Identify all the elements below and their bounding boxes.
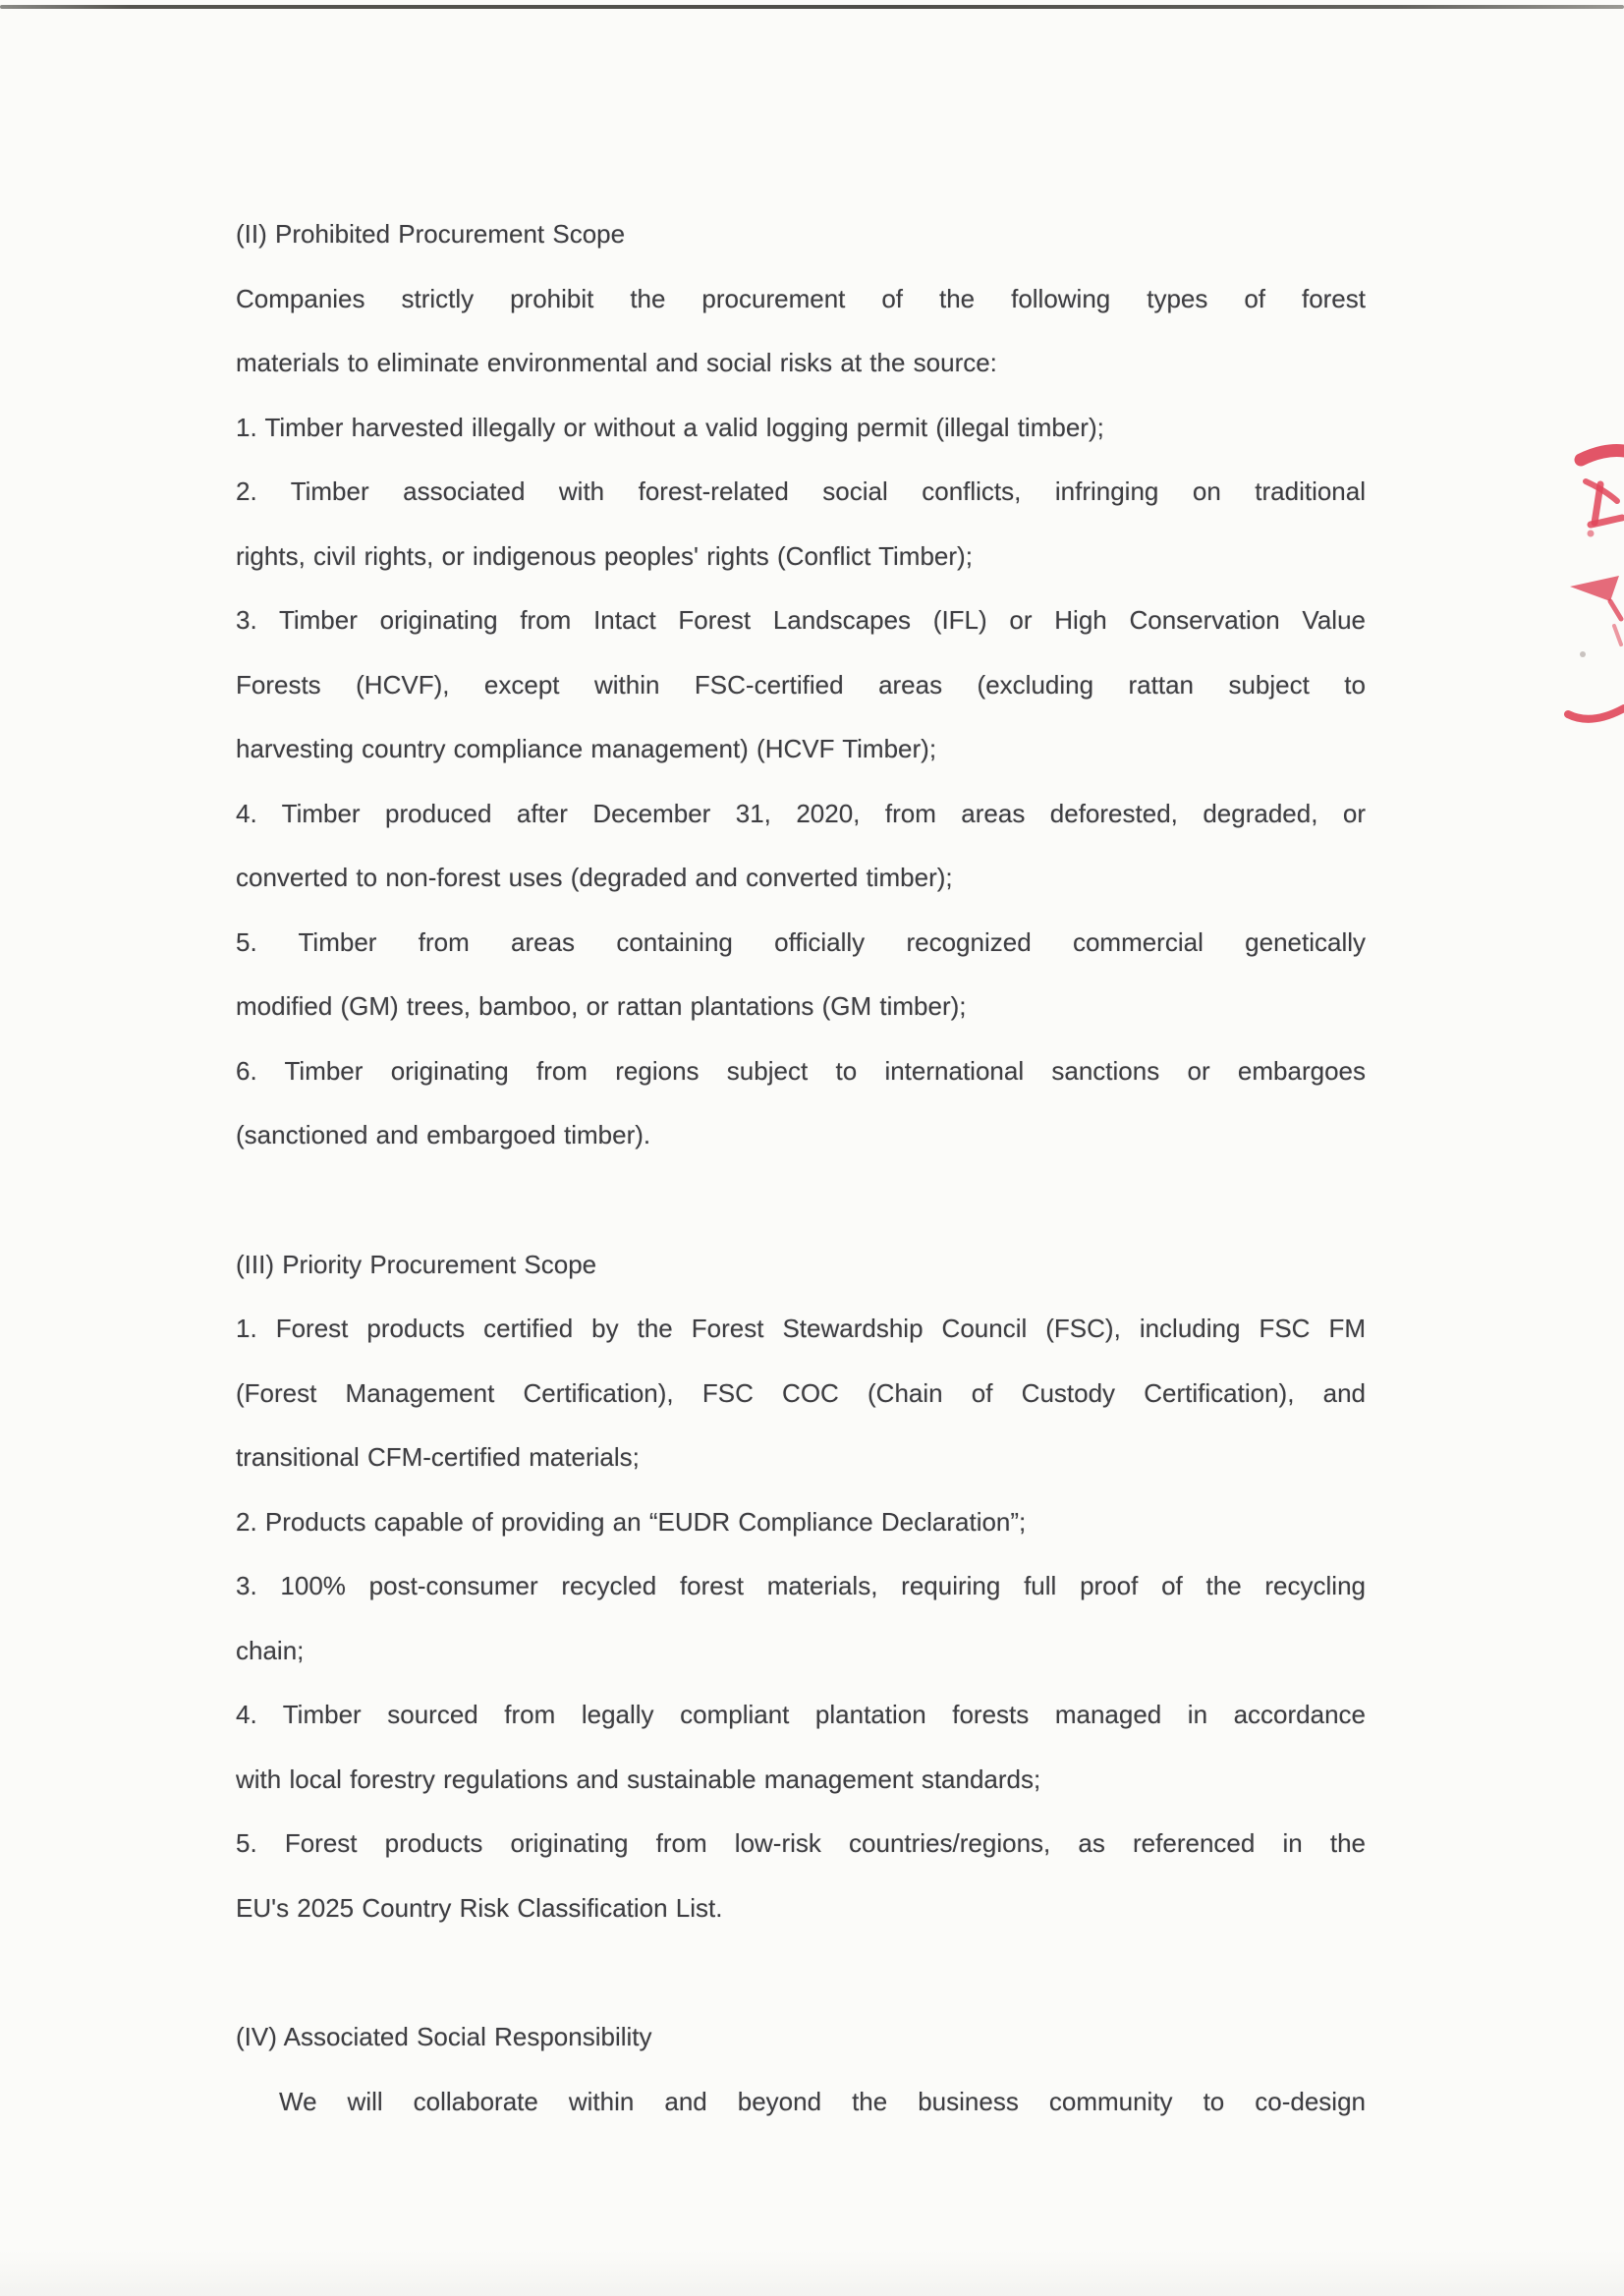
- section-heading: (IV) Associated Social Responsibility: [236, 2022, 652, 2051]
- text-line: Forests (HCVF), except within FSC-certified areas (excluding rattan subject to: [236, 669, 1366, 700]
- text-line: 3. 100% post-consumer recycled forest materials, requiring full proof of the recycling: [236, 1571, 1366, 1600]
- red-ink-stamp: [1516, 432, 1624, 737]
- text-line: modified (GM) trees, bamboo, or rattan plantations (GM timber);: [236, 991, 967, 1021]
- text-line: EU's 2025 Country Risk Classification List.: [236, 1892, 723, 1923]
- text-line: Companies strictly prohibit the procurement of the following types of forest: [236, 283, 1366, 313]
- text-line: transitional CFM-certified materials;: [236, 1442, 640, 1472]
- text-line: chain;: [236, 1635, 305, 1665]
- text-line: 1. Timber harvested illegally or without a valid logging permit (illegal timber);: [236, 412, 1104, 442]
- text-line: materials to eliminate environmental and social risks at the source:: [236, 348, 997, 377]
- document-section: [236, 2005, 1366, 2134]
- text-line: 1. Forest products certified by the Forest Stewardship Council (FSC), including FSC FM: [236, 1314, 1366, 1343]
- text-line: We will collaborate within and beyond the business community to co-design: [279, 2086, 1366, 2116]
- text-line: converted to non-forest uses (degraded and converted timber);: [236, 863, 953, 892]
- scan-top-edge-rule: [0, 5, 1624, 9]
- text-line: harvesting country compliance management) (HCVF Timber);: [236, 734, 937, 763]
- text-line: 5. Forest products originating from low-risk countries/regions, as referenced in the: [236, 1828, 1366, 1858]
- document-body: [236, 202, 1366, 2134]
- document-section: [236, 1233, 1366, 1941]
- text-line: with local forestry regulations and sustainable management standards;: [236, 1764, 1041, 1794]
- text-line: rights, civil rights, or indigenous peoples' rights (Conflict Timber);: [236, 540, 973, 571]
- text-line: (Forest Management Certification), FSC COC (Chain of Custody Certification), and: [236, 1377, 1366, 1408]
- text-line: 4. Timber produced after December 31, 2020, from areas deforested, degraded, or: [236, 798, 1366, 828]
- section-heading: (II) Prohibited Procurement Scope: [236, 219, 626, 249]
- text-line: 4. Timber sourced from legally compliant plantation forests managed in accordance: [236, 1700, 1366, 1729]
- section-heading: (III) Priority Procurement Scope: [236, 1249, 597, 1279]
- text-line: 6. Timber originating from regions subject to international sanctions or embargoes: [236, 1055, 1366, 1086]
- document-section: [236, 202, 1366, 1168]
- text-line: 2. Products capable of providing an “EUDR Compliance Declaration”;: [236, 1506, 1027, 1537]
- text-line: 3. Timber originating from Intact Forest Landscapes (IFL) or High Conservation Value: [236, 605, 1366, 635]
- text-line: 2. Timber associated with forest-related social conflicts, infringing on traditional: [236, 476, 1366, 506]
- text-line: (sanctioned and embargoed timber).: [236, 1120, 651, 1149]
- text-line: 5. Timber from areas containing officially recognized commercial genetically: [236, 926, 1366, 957]
